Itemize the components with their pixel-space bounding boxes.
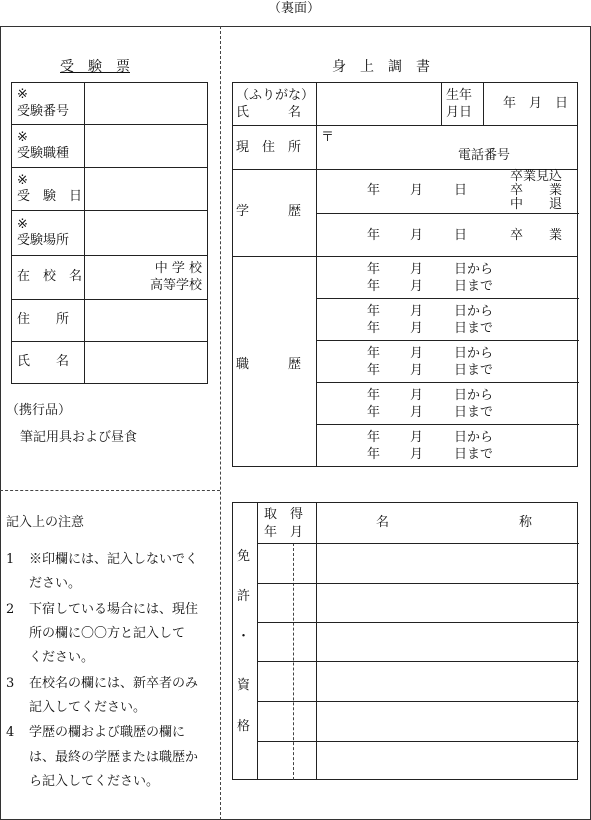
address-field[interactable]: [84, 300, 207, 342]
work-month: 月: [410, 430, 424, 445]
ticket-table: [11, 82, 208, 384]
mark-icon: ※: [17, 129, 28, 145]
name-label: 氏 名: [236, 105, 302, 120]
furigana-label: （ふりがな）: [236, 88, 315, 103]
note-line: ら記入してください。: [29, 774, 160, 789]
ticket-title: 受 験 票: [60, 59, 130, 75]
work-month: 月: [410, 262, 424, 277]
edu-status-dropout: 中 退: [510, 197, 563, 212]
note-line: は、最終の学歴または職歴か: [29, 750, 199, 765]
school-type-senior: 高等学校: [149, 277, 202, 293]
note-number: 1: [6, 552, 15, 567]
ticket-row-address: [12, 300, 208, 342]
note-line: 学歴の欄および職歴の欄に: [29, 725, 186, 740]
ticket-row-exam-date: [12, 168, 208, 211]
work-to: 日まで: [454, 447, 494, 462]
license-side-label: 許: [237, 589, 251, 604]
note-line: 下宿している場合には、現住: [29, 602, 199, 617]
work-year: 年: [367, 304, 381, 319]
note-number: 2: [6, 602, 15, 617]
vertical-divider: [220, 26, 221, 820]
work-year: 年: [367, 321, 381, 336]
work-year: 年: [367, 279, 381, 294]
address-label: 住 所: [12, 300, 85, 342]
work-month: 月: [410, 363, 424, 378]
work-from: 日から: [454, 346, 494, 361]
work-from: 日から: [454, 262, 494, 277]
license-side-label: ・: [237, 629, 251, 644]
mark-icon: ※: [17, 216, 28, 232]
belongings-title: （携行品）: [6, 403, 72, 418]
work-year: 年: [367, 346, 381, 361]
work-year: 年: [367, 447, 381, 462]
work-month: 月: [410, 388, 424, 403]
edu-year: 年: [367, 228, 381, 243]
school-field[interactable]: [84, 256, 207, 300]
resume-title: 身 上 調 書: [332, 59, 430, 75]
work-year: 年: [367, 388, 381, 403]
current-address-field[interactable]: [336, 126, 576, 146]
mark-icon: ※: [17, 87, 28, 103]
edu-month: 月: [410, 228, 424, 243]
license-side-label: 資: [237, 678, 251, 693]
work-year: 年: [367, 363, 381, 378]
page-label: （裏面）: [268, 1, 321, 16]
edu-status-expected: 卒業見込: [510, 169, 563, 184]
work-month: 月: [410, 405, 424, 420]
work-year: 年: [367, 262, 381, 277]
license-side-label: 免: [237, 549, 251, 564]
resume-name-field[interactable]: [318, 83, 440, 123]
work-from: 日から: [454, 388, 494, 403]
edu-day: 日: [454, 183, 468, 198]
ticket-label: 受験場所: [17, 233, 70, 248]
acquired-header-2: 年 月: [264, 525, 304, 540]
note-line: 所の欄に〇〇方と記入して: [29, 626, 186, 641]
school-label: 在 校 名: [12, 256, 85, 300]
exam-date-field[interactable]: [84, 168, 207, 211]
work-month: 月: [410, 346, 424, 361]
ticket-row-school: [12, 256, 208, 300]
note-line: 在校名の欄には、新卒者のみ: [29, 676, 199, 691]
name-field[interactable]: [84, 342, 207, 384]
edu-year: 年: [367, 183, 381, 198]
note-number: 3: [6, 676, 15, 691]
edu-status-graduated: 卒 業: [510, 228, 563, 243]
edu-day: 日: [454, 228, 468, 243]
work-from: 日から: [454, 304, 494, 319]
work-to: 日まで: [454, 405, 494, 420]
edu-status-graduated: 卒 業: [510, 183, 563, 198]
ticket-row-name: [12, 342, 208, 384]
work-month: 月: [410, 321, 424, 336]
work-to: 日まで: [454, 363, 494, 378]
work-to: 日まで: [454, 321, 494, 336]
work-month: 月: [410, 447, 424, 462]
birth-label-2: 月日: [446, 105, 473, 120]
ticket-label: 受験職種: [17, 146, 70, 161]
note-number: 4: [6, 725, 15, 740]
note-line: 記入してください。: [29, 700, 147, 715]
current-address-label: 現 住 所: [236, 140, 302, 155]
education-label: 学 歴: [236, 204, 302, 219]
ticket-label: 受 験 日: [17, 189, 83, 204]
birth-label-1: 生年: [446, 88, 473, 103]
work-month: 月: [410, 304, 424, 319]
work-to: 日まで: [454, 279, 494, 294]
work-from: 日から: [454, 430, 494, 445]
postal-mark-icon: 〒: [321, 130, 335, 145]
belongings-text: 筆記用具および昼食: [20, 430, 138, 445]
license-name-header: 名 称: [376, 515, 533, 530]
birth-date-field[interactable]: 年 月 日: [503, 96, 569, 111]
edu-month: 月: [410, 183, 424, 198]
horizontal-divider: [0, 490, 220, 491]
work-year: 年: [367, 405, 381, 420]
ticket-row-exam-job: [12, 125, 208, 168]
ticket-row-exam-number: [12, 83, 208, 125]
phone-label: 電話番号: [458, 148, 511, 163]
name-label: 氏 名: [12, 342, 85, 384]
note-line: ください。: [29, 650, 95, 665]
ticket-row-exam-place: [12, 211, 208, 256]
work-month: 月: [410, 279, 424, 294]
notes-title: 記入上の注意: [6, 515, 85, 530]
license-table: [232, 502, 578, 780]
mark-icon: ※: [17, 172, 28, 188]
exam-place-field[interactable]: [84, 211, 207, 256]
exam-number-field[interactable]: [84, 83, 207, 125]
acquired-header-1: 取 得: [264, 507, 304, 522]
note-line: ださい。: [29, 576, 82, 591]
work-label: 職 歴: [236, 357, 302, 372]
note-line: ※印欄には、記入しないでく: [29, 552, 199, 567]
school-type-junior: 中 学 校: [154, 261, 202, 277]
exam-job-field[interactable]: [84, 125, 207, 168]
license-side-label: 格: [237, 719, 251, 734]
work-year: 年: [367, 430, 381, 445]
ticket-label: 受験番号: [17, 103, 70, 119]
